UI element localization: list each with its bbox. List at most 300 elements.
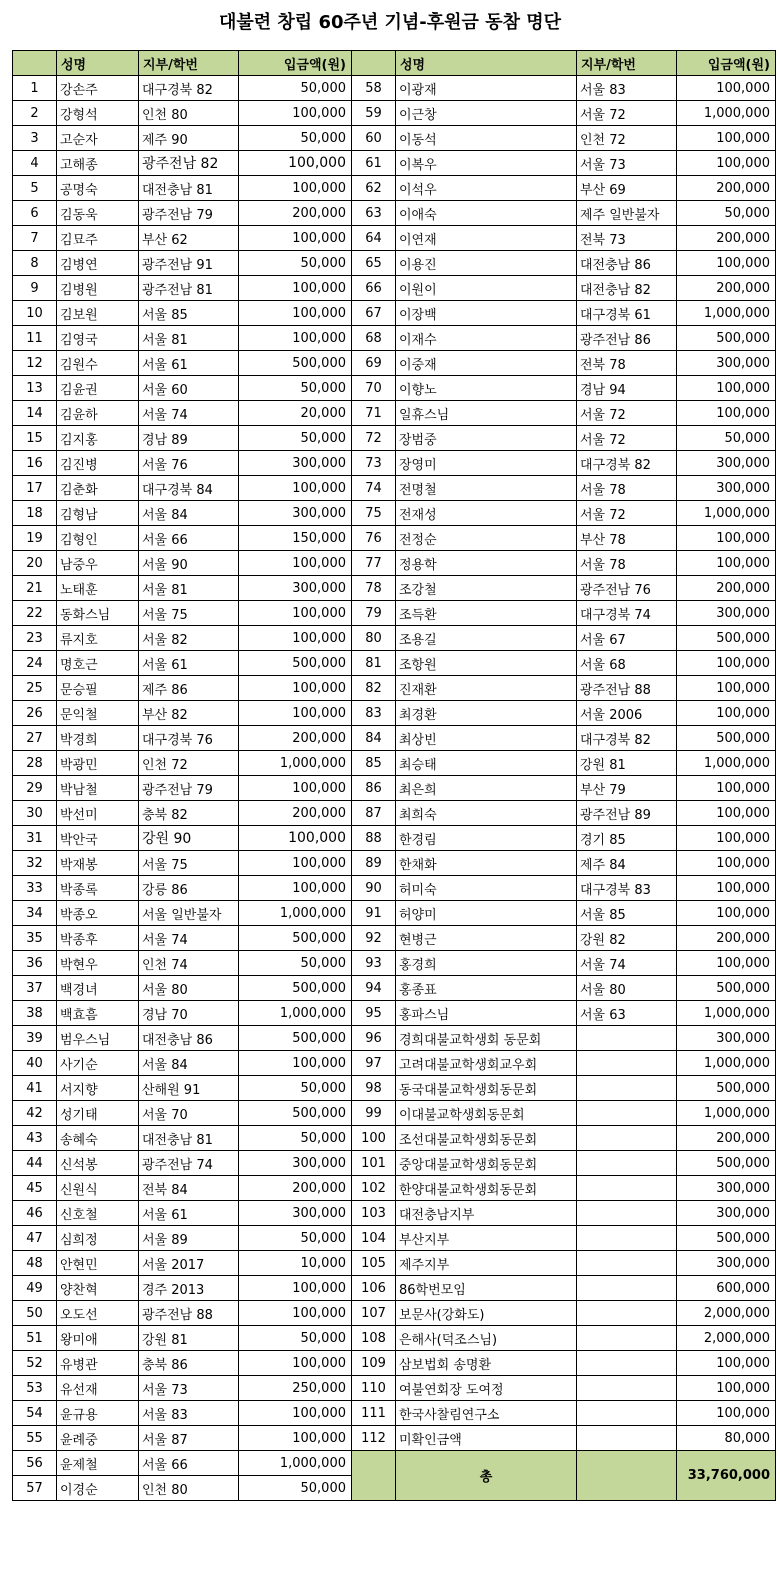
donor-amount: 100,000 bbox=[677, 401, 776, 426]
row-number: 112 bbox=[352, 1426, 396, 1451]
table-row bbox=[13, 376, 776, 401]
donor-name: 성기태 bbox=[57, 1101, 139, 1126]
donor-branch: 경남 89 bbox=[139, 426, 239, 451]
donor-amount: 10,000 bbox=[239, 1251, 352, 1276]
donor-amount: 100,000 bbox=[239, 1051, 352, 1076]
donor-name: 양찬혁 bbox=[57, 1276, 139, 1301]
row-number: 14 bbox=[13, 401, 57, 426]
donor-name: 김영국 bbox=[57, 326, 139, 351]
header-name-right: 성명 bbox=[396, 51, 577, 76]
row-number: 13 bbox=[13, 376, 57, 401]
donor-amount: 100,000 bbox=[677, 1351, 776, 1376]
row-number: 9 bbox=[13, 276, 57, 301]
donor-branch bbox=[577, 1251, 677, 1276]
donor-name: 심희정 bbox=[57, 1226, 139, 1251]
row-number: 110 bbox=[352, 1376, 396, 1401]
donor-name: 전명철 bbox=[396, 476, 577, 501]
row-number: 60 bbox=[352, 126, 396, 151]
row-number: 89 bbox=[352, 851, 396, 876]
donor-branch: 서울 66 bbox=[139, 1451, 239, 1476]
row-number: 28 bbox=[13, 751, 57, 776]
donor-name: 노태훈 bbox=[57, 576, 139, 601]
donor-amount: 100,000 bbox=[239, 776, 352, 801]
donor-branch bbox=[577, 1076, 677, 1101]
row-number: 25 bbox=[13, 676, 57, 701]
donor-amount: 50,000 bbox=[239, 426, 352, 451]
donor-name: 유선재 bbox=[57, 1376, 139, 1401]
row-number: 81 bbox=[352, 651, 396, 676]
row-number: 83 bbox=[352, 701, 396, 726]
donor-name: 김윤권 bbox=[57, 376, 139, 401]
row-number: 2 bbox=[13, 101, 57, 126]
table-row bbox=[13, 726, 776, 751]
row-number: 64 bbox=[352, 226, 396, 251]
donor-branch bbox=[577, 1326, 677, 1351]
donor-amount: 2,000,000 bbox=[677, 1301, 776, 1326]
donor-amount: 200,000 bbox=[677, 226, 776, 251]
donor-name: 범우스님 bbox=[57, 1026, 139, 1051]
donor-name: 박재봉 bbox=[57, 851, 139, 876]
header-row bbox=[13, 51, 776, 76]
donor-amount: 100,000 bbox=[239, 1301, 352, 1326]
row-number: 76 bbox=[352, 526, 396, 551]
donor-amount: 100,000 bbox=[239, 176, 352, 201]
row-number: 68 bbox=[352, 326, 396, 351]
table-row bbox=[13, 1001, 776, 1026]
table-row bbox=[13, 476, 776, 501]
donor-table bbox=[12, 50, 776, 1501]
row-number: 41 bbox=[13, 1076, 57, 1101]
row-number: 45 bbox=[13, 1176, 57, 1201]
row-number: 92 bbox=[352, 926, 396, 951]
donor-amount: 100,000 bbox=[677, 151, 776, 176]
row-number: 50 bbox=[13, 1301, 57, 1326]
row-number: 34 bbox=[13, 901, 57, 926]
donor-name: 김보원 bbox=[57, 301, 139, 326]
donor-name: 김지홍 bbox=[57, 426, 139, 451]
donor-branch: 부산 79 bbox=[577, 776, 677, 801]
donor-name: 이장백 bbox=[396, 301, 577, 326]
donor-amount: 100,000 bbox=[677, 551, 776, 576]
donor-amount: 50,000 bbox=[239, 1226, 352, 1251]
donor-amount: 50,000 bbox=[239, 1076, 352, 1101]
donor-branch: 서울 66 bbox=[139, 526, 239, 551]
donor-name: 전재성 bbox=[396, 501, 577, 526]
row-number: 40 bbox=[13, 1051, 57, 1076]
donor-branch: 제주 86 bbox=[139, 676, 239, 701]
donor-amount: 50,000 bbox=[677, 426, 776, 451]
donor-branch: 광주전남 76 bbox=[577, 576, 677, 601]
donor-amount: 500,000 bbox=[239, 351, 352, 376]
table-row bbox=[13, 751, 776, 776]
donor-branch bbox=[577, 1226, 677, 1251]
donor-name: 홍파스님 bbox=[396, 1001, 577, 1026]
donor-amount: 100,000 bbox=[677, 901, 776, 926]
row-number: 36 bbox=[13, 951, 57, 976]
donor-amount: 500,000 bbox=[677, 1226, 776, 1251]
donor-name: 박안국 bbox=[57, 826, 139, 851]
donor-branch bbox=[577, 1026, 677, 1051]
donor-amount: 150,000 bbox=[239, 526, 352, 551]
row-number: 44 bbox=[13, 1151, 57, 1176]
donor-branch: 서울 73 bbox=[139, 1376, 239, 1401]
donor-branch: 서울 72 bbox=[577, 401, 677, 426]
donor-amount: 100,000 bbox=[239, 1401, 352, 1426]
donor-branch: 경남 70 bbox=[139, 1001, 239, 1026]
donor-branch bbox=[577, 1101, 677, 1126]
donor-name: 박현우 bbox=[57, 951, 139, 976]
donor-name: 미확인금액 bbox=[396, 1426, 577, 1451]
donor-amount: 50,000 bbox=[239, 251, 352, 276]
donor-branch: 제주 90 bbox=[139, 126, 239, 151]
donor-branch: 대전충남 81 bbox=[139, 176, 239, 201]
donor-branch: 광주전남 82 bbox=[139, 151, 239, 176]
donor-name: 안현민 bbox=[57, 1251, 139, 1276]
row-number: 19 bbox=[13, 526, 57, 551]
donor-branch: 광주전남 91 bbox=[139, 251, 239, 276]
donor-branch bbox=[577, 1426, 677, 1451]
donor-amount: 100,000 bbox=[677, 1376, 776, 1401]
row-number: 11 bbox=[13, 326, 57, 351]
donor-amount: 100,000 bbox=[239, 151, 352, 176]
row-number: 79 bbox=[352, 601, 396, 626]
table-row bbox=[13, 551, 776, 576]
donor-amount: 100,000 bbox=[677, 951, 776, 976]
row-number: 97 bbox=[352, 1051, 396, 1076]
donor-name: 제주지부 bbox=[396, 1251, 577, 1276]
donor-branch: 강원 81 bbox=[139, 1326, 239, 1351]
donor-name: 김묘주 bbox=[57, 226, 139, 251]
row-number: 39 bbox=[13, 1026, 57, 1051]
donor-amount: 500,000 bbox=[677, 1076, 776, 1101]
donor-amount: 100,000 bbox=[677, 701, 776, 726]
donor-name: 현병근 bbox=[396, 926, 577, 951]
row-number: 38 bbox=[13, 1001, 57, 1026]
donor-branch: 서울 67 bbox=[577, 626, 677, 651]
table-row bbox=[13, 1176, 776, 1201]
row-number: 67 bbox=[352, 301, 396, 326]
donor-amount: 100,000 bbox=[239, 476, 352, 501]
donor-name: 최희숙 bbox=[396, 801, 577, 826]
table-row bbox=[13, 1326, 776, 1351]
row-number: 88 bbox=[352, 826, 396, 851]
donor-amount: 100,000 bbox=[677, 251, 776, 276]
donor-branch: 인천 80 bbox=[139, 1476, 239, 1501]
header-amount: 입금액(원) bbox=[239, 51, 352, 76]
donor-branch: 대구경북 84 bbox=[139, 476, 239, 501]
donor-name: 사기순 bbox=[57, 1051, 139, 1076]
header-no bbox=[13, 51, 57, 76]
donor-name: 최은희 bbox=[396, 776, 577, 801]
donor-name: 공명숙 bbox=[57, 176, 139, 201]
table-row bbox=[13, 1101, 776, 1126]
donor-branch: 서울 72 bbox=[577, 101, 677, 126]
donor-name: 박종후 bbox=[57, 926, 139, 951]
donor-branch: 부산 78 bbox=[577, 526, 677, 551]
row-number: 62 bbox=[352, 176, 396, 201]
row-number: 30 bbox=[13, 801, 57, 826]
donor-name: 보문사(강화도) bbox=[396, 1301, 577, 1326]
donor-amount: 300,000 bbox=[677, 601, 776, 626]
donor-branch: 광주전남 79 bbox=[139, 776, 239, 801]
row-number: 47 bbox=[13, 1226, 57, 1251]
donor-branch: 서울 84 bbox=[139, 501, 239, 526]
table-row bbox=[13, 876, 776, 901]
table-row bbox=[13, 1276, 776, 1301]
donor-name: 이원이 bbox=[396, 276, 577, 301]
donor-amount: 300,000 bbox=[677, 476, 776, 501]
donor-amount: 1,000,000 bbox=[239, 1451, 352, 1476]
donor-branch bbox=[577, 1301, 677, 1326]
donor-amount: 500,000 bbox=[677, 726, 776, 751]
donor-branch: 서울 75 bbox=[139, 851, 239, 876]
donor-name: 박선미 bbox=[57, 801, 139, 826]
row-number: 73 bbox=[352, 451, 396, 476]
donor-name: 문익철 bbox=[57, 701, 139, 726]
donor-name: 대전충남지부 bbox=[396, 1201, 577, 1226]
donor-name: 백효흠 bbox=[57, 1001, 139, 1026]
donor-amount: 1,000,000 bbox=[239, 751, 352, 776]
table-row bbox=[13, 201, 776, 226]
row-number: 5 bbox=[13, 176, 57, 201]
donor-branch: 광주전남 79 bbox=[139, 201, 239, 226]
row-number: 66 bbox=[352, 276, 396, 301]
donor-branch: 서울 81 bbox=[139, 326, 239, 351]
donor-amount: 100,000 bbox=[239, 876, 352, 901]
donor-amount: 200,000 bbox=[239, 726, 352, 751]
donor-name: 박광민 bbox=[57, 751, 139, 776]
donor-amount: 200,000 bbox=[677, 576, 776, 601]
row-number: 31 bbox=[13, 826, 57, 851]
donor-amount: 100,000 bbox=[677, 876, 776, 901]
table-row bbox=[13, 851, 776, 876]
donor-amount: 100,000 bbox=[677, 651, 776, 676]
donor-branch: 인천 72 bbox=[139, 751, 239, 776]
donor-amount: 50,000 bbox=[239, 1326, 352, 1351]
donor-name: 진재환 bbox=[396, 676, 577, 701]
row-number: 78 bbox=[352, 576, 396, 601]
table-row bbox=[13, 1351, 776, 1376]
donor-branch: 서울 78 bbox=[577, 476, 677, 501]
row-number: 74 bbox=[352, 476, 396, 501]
donor-name: 86학번모임 bbox=[396, 1276, 577, 1301]
row-number: 103 bbox=[352, 1201, 396, 1226]
donor-name: 장영미 bbox=[396, 451, 577, 476]
donor-name: 고려대불교학생회교우회 bbox=[396, 1051, 577, 1076]
row-number: 96 bbox=[352, 1026, 396, 1051]
donor-branch: 강원 81 bbox=[577, 751, 677, 776]
donor-name: 허미숙 bbox=[396, 876, 577, 901]
donor-branch: 인천 80 bbox=[139, 101, 239, 126]
donor-branch: 경주 2013 bbox=[139, 1276, 239, 1301]
donor-branch: 서울 87 bbox=[139, 1426, 239, 1451]
donor-name: 홍경희 bbox=[396, 951, 577, 976]
donor-amount: 200,000 bbox=[239, 201, 352, 226]
row-number: 87 bbox=[352, 801, 396, 826]
donor-amount: 300,000 bbox=[239, 451, 352, 476]
donor-branch bbox=[577, 1151, 677, 1176]
donor-amount: 100,000 bbox=[239, 1426, 352, 1451]
donor-amount: 600,000 bbox=[677, 1276, 776, 1301]
donor-amount: 100,000 bbox=[239, 551, 352, 576]
donor-branch: 대구경북 82 bbox=[577, 726, 677, 751]
donor-name: 김병연 bbox=[57, 251, 139, 276]
donor-name: 이애숙 bbox=[396, 201, 577, 226]
row-number: 3 bbox=[13, 126, 57, 151]
donor-amount: 100,000 bbox=[677, 826, 776, 851]
donor-branch: 서울 72 bbox=[577, 426, 677, 451]
donor-branch: 서울 75 bbox=[139, 601, 239, 626]
donor-amount: 500,000 bbox=[239, 651, 352, 676]
donor-branch: 서울 61 bbox=[139, 1201, 239, 1226]
donor-amount: 100,000 bbox=[239, 1351, 352, 1376]
donor-name: 최상빈 bbox=[396, 726, 577, 751]
donor-amount: 1,000,000 bbox=[677, 101, 776, 126]
donor-amount: 50,000 bbox=[239, 76, 352, 101]
row-number: 42 bbox=[13, 1101, 57, 1126]
donor-name: 김춘화 bbox=[57, 476, 139, 501]
row-number: 15 bbox=[13, 426, 57, 451]
donor-name: 이중재 bbox=[396, 351, 577, 376]
row-number: 69 bbox=[352, 351, 396, 376]
row-number: 20 bbox=[13, 551, 57, 576]
donor-branch: 대전충남 86 bbox=[139, 1026, 239, 1051]
table-row bbox=[13, 576, 776, 601]
donor-amount: 1,000,000 bbox=[677, 501, 776, 526]
table-row bbox=[13, 976, 776, 1001]
donor-amount: 500,000 bbox=[677, 326, 776, 351]
donor-amount: 300,000 bbox=[677, 1176, 776, 1201]
donor-name: 윤례중 bbox=[57, 1426, 139, 1451]
table-row bbox=[13, 1026, 776, 1051]
donor-branch: 서울 81 bbox=[139, 576, 239, 601]
donor-branch: 서울 80 bbox=[577, 976, 677, 1001]
row-number: 71 bbox=[352, 401, 396, 426]
donor-branch: 서울 82 bbox=[139, 626, 239, 651]
donor-name: 문승필 bbox=[57, 676, 139, 701]
donor-name: 김형인 bbox=[57, 526, 139, 551]
donor-amount: 300,000 bbox=[239, 1151, 352, 1176]
donor-branch: 전북 78 bbox=[577, 351, 677, 376]
donor-name: 왕미애 bbox=[57, 1326, 139, 1351]
donor-branch bbox=[577, 1351, 677, 1376]
row-number: 52 bbox=[13, 1351, 57, 1376]
row-number: 10 bbox=[13, 301, 57, 326]
donor-name: 조용길 bbox=[396, 626, 577, 651]
table-row bbox=[13, 226, 776, 251]
table-row bbox=[13, 1401, 776, 1426]
table-row bbox=[13, 151, 776, 176]
donor-branch: 광주전남 74 bbox=[139, 1151, 239, 1176]
donor-branch: 강릉 86 bbox=[139, 876, 239, 901]
donor-amount: 300,000 bbox=[677, 351, 776, 376]
donor-amount: 100,000 bbox=[677, 776, 776, 801]
donor-branch: 대구경북 83 bbox=[577, 876, 677, 901]
row-number: 57 bbox=[13, 1476, 57, 1501]
donor-branch: 서울 85 bbox=[577, 901, 677, 926]
donor-branch: 서울 72 bbox=[577, 501, 677, 526]
donor-amount: 300,000 bbox=[239, 501, 352, 526]
donor-name: 이향노 bbox=[396, 376, 577, 401]
donor-amount: 80,000 bbox=[677, 1426, 776, 1451]
table-row bbox=[13, 676, 776, 701]
table-row bbox=[13, 176, 776, 201]
table-row bbox=[13, 1226, 776, 1251]
donor-branch: 대구경북 82 bbox=[577, 451, 677, 476]
row-number: 23 bbox=[13, 626, 57, 651]
donor-name: 최승태 bbox=[396, 751, 577, 776]
donor-branch: 경기 85 bbox=[577, 826, 677, 851]
donor-branch: 대전충남 81 bbox=[139, 1126, 239, 1151]
donor-name: 박종록 bbox=[57, 876, 139, 901]
donor-branch: 광주전남 89 bbox=[577, 801, 677, 826]
row-number: 43 bbox=[13, 1126, 57, 1151]
donor-name: 유병관 bbox=[57, 1351, 139, 1376]
row-number: 35 bbox=[13, 926, 57, 951]
table-row bbox=[13, 926, 776, 951]
donor-amount: 1,000,000 bbox=[677, 1101, 776, 1126]
donor-name: 한채화 bbox=[396, 851, 577, 876]
donor-name: 백경녀 bbox=[57, 976, 139, 1001]
donor-amount: 500,000 bbox=[677, 1151, 776, 1176]
donor-amount: 1,000,000 bbox=[677, 301, 776, 326]
row-number: 27 bbox=[13, 726, 57, 751]
table-row bbox=[13, 776, 776, 801]
donor-name: 이동석 bbox=[396, 126, 577, 151]
header-branch-right: 지부/학번 bbox=[577, 51, 677, 76]
donor-branch: 서울 84 bbox=[139, 1051, 239, 1076]
donor-branch bbox=[577, 1176, 677, 1201]
donor-branch: 대구경북 82 bbox=[139, 76, 239, 101]
row-number: 102 bbox=[352, 1176, 396, 1201]
donor-name: 고순자 bbox=[57, 126, 139, 151]
row-number: 48 bbox=[13, 1251, 57, 1276]
donor-amount: 200,000 bbox=[677, 176, 776, 201]
donor-branch bbox=[577, 1401, 677, 1426]
donor-branch: 서울 83 bbox=[577, 76, 677, 101]
donor-amount: 1,000,000 bbox=[677, 1001, 776, 1026]
donor-branch: 서울 90 bbox=[139, 551, 239, 576]
donor-name: 신호철 bbox=[57, 1201, 139, 1226]
row-number: 7 bbox=[13, 226, 57, 251]
donor-branch: 서울 60 bbox=[139, 376, 239, 401]
table-row bbox=[13, 1051, 776, 1076]
donor-branch: 서울 61 bbox=[139, 651, 239, 676]
donor-name: 조득환 bbox=[396, 601, 577, 626]
row-number: 16 bbox=[13, 451, 57, 476]
donor-amount: 50,000 bbox=[239, 126, 352, 151]
row-number: 17 bbox=[13, 476, 57, 501]
donor-amount: 300,000 bbox=[677, 1201, 776, 1226]
donor-branch: 광주전남 88 bbox=[139, 1301, 239, 1326]
donor-amount: 100,000 bbox=[677, 676, 776, 701]
donor-amount: 100,000 bbox=[677, 76, 776, 101]
donor-branch: 서울 74 bbox=[577, 951, 677, 976]
row-number: 21 bbox=[13, 576, 57, 601]
donor-amount: 100,000 bbox=[677, 376, 776, 401]
donor-amount: 1,000,000 bbox=[239, 1001, 352, 1026]
donor-name: 전정순 bbox=[396, 526, 577, 551]
donor-amount: 100,000 bbox=[239, 326, 352, 351]
row-number: 61 bbox=[352, 151, 396, 176]
row-number: 86 bbox=[352, 776, 396, 801]
donor-amount: 500,000 bbox=[239, 1101, 352, 1126]
row-number: 22 bbox=[13, 601, 57, 626]
donor-branch: 대구경북 74 bbox=[577, 601, 677, 626]
donor-branch: 충북 82 bbox=[139, 801, 239, 826]
table-row bbox=[13, 1426, 776, 1451]
donor-branch: 강원 90 bbox=[139, 826, 239, 851]
